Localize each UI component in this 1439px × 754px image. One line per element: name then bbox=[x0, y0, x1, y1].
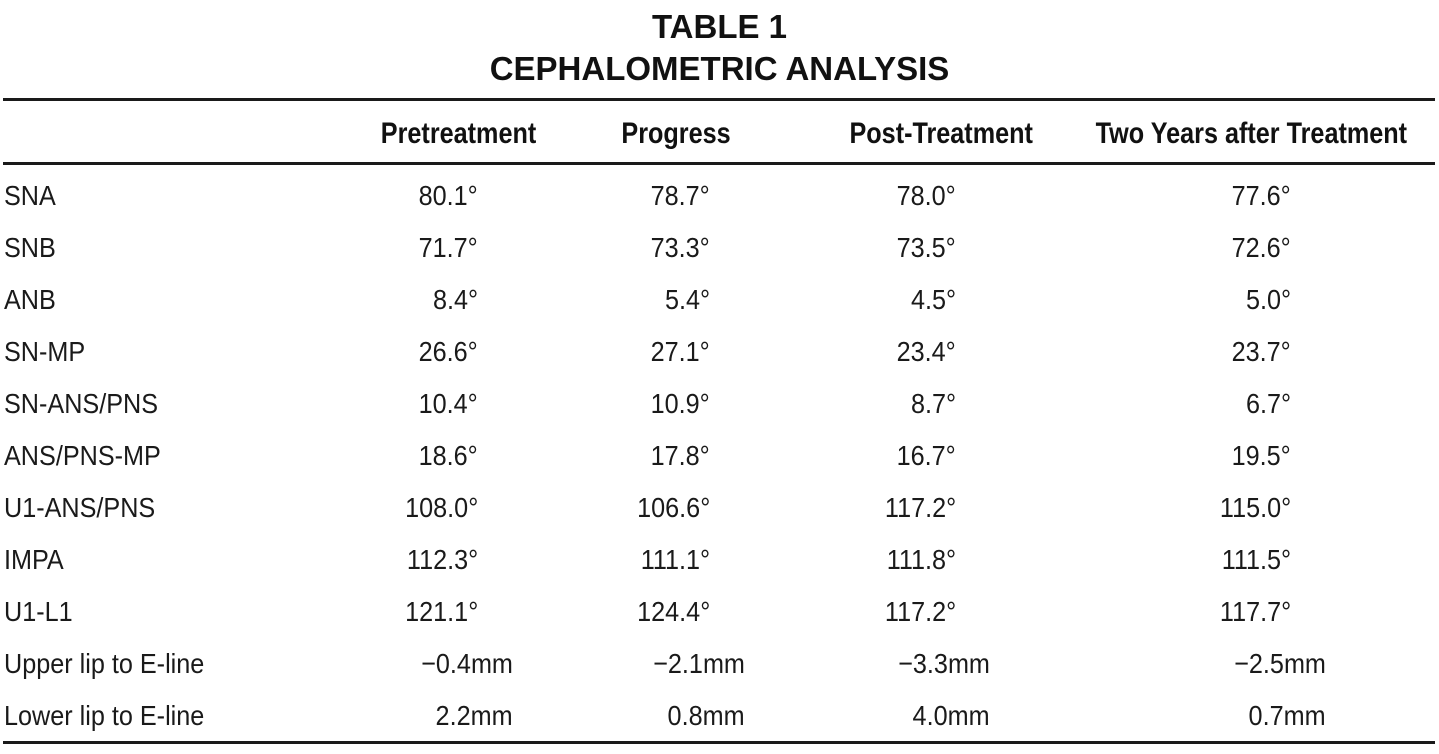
row-label: Upper lip to E-line bbox=[4, 648, 205, 679]
header-rule bbox=[3, 162, 1435, 165]
table-cell: 5.0° bbox=[1245, 284, 1291, 315]
row-label: U1-L1 bbox=[4, 596, 73, 627]
row-label: U1-ANS/PNS bbox=[4, 492, 156, 523]
table-cell: 73.5° bbox=[896, 232, 956, 263]
table-cell: 124.4° bbox=[636, 596, 710, 627]
row-label: ANS/PNS-MP bbox=[4, 440, 161, 471]
table-cell: 0.8mm bbox=[667, 700, 745, 731]
table-cell: 117.2° bbox=[884, 596, 956, 627]
table-cell: 10.4° bbox=[418, 388, 478, 419]
column-header-post-treatment: Post-Treatment bbox=[849, 117, 1033, 150]
row-label: SN-ANS/PNS bbox=[4, 388, 159, 419]
table-cell: 10.9° bbox=[650, 388, 710, 419]
table-cell: 72.6° bbox=[1231, 232, 1291, 263]
column-header-two-years-after-treatment: Two Years after Treatment bbox=[1095, 117, 1408, 150]
table-cell: 4.0mm bbox=[912, 700, 990, 731]
table-cell: 111.1° bbox=[640, 544, 710, 575]
table-cell: 111.8° bbox=[886, 544, 956, 575]
table-cell: 121.1° bbox=[404, 596, 478, 627]
row-label: ANB bbox=[4, 284, 56, 315]
table-cell: 19.5° bbox=[1231, 440, 1291, 471]
table-cell: 8.7° bbox=[910, 388, 956, 419]
table-cell: 4.5° bbox=[910, 284, 956, 315]
row-label: SN-MP bbox=[4, 336, 86, 367]
table-cell: −0.4mm bbox=[421, 648, 513, 679]
table-cell: 23.7° bbox=[1231, 336, 1291, 367]
table-cell: 112.3° bbox=[406, 544, 478, 575]
table-cell: 106.6° bbox=[636, 492, 710, 523]
row-label: Lower lip to E-line bbox=[4, 700, 205, 731]
table-cell: −2.5mm bbox=[1234, 648, 1326, 679]
table-title-line-2: CEPHALOMETRIC ANALYSIS bbox=[489, 50, 950, 87]
table-cell: 108.0° bbox=[404, 492, 478, 523]
row-label: SNA bbox=[4, 180, 56, 211]
table-cell: −3.3mm bbox=[898, 648, 990, 679]
table-cell: 16.7° bbox=[896, 440, 956, 471]
top-rule bbox=[3, 98, 1435, 101]
table-cell: 117.2° bbox=[884, 492, 956, 523]
column-header-progress: Progress bbox=[621, 117, 731, 150]
table-cell: 17.8° bbox=[650, 440, 710, 471]
table-cell: 115.0° bbox=[1219, 492, 1291, 523]
row-label: SNB bbox=[4, 232, 56, 263]
table-cell: 0.7mm bbox=[1248, 700, 1326, 731]
table-cell: 6.7° bbox=[1245, 388, 1291, 419]
bottom-rule bbox=[3, 741, 1435, 744]
table-cell: 111.5° bbox=[1221, 544, 1291, 575]
table-title-line-1: TABLE 1 bbox=[651, 8, 788, 45]
table-cell: 73.3° bbox=[650, 232, 710, 263]
table-cell: 27.1° bbox=[650, 336, 710, 367]
table-cell: 78.7° bbox=[650, 180, 710, 211]
table-cell: 2.2mm bbox=[435, 700, 513, 731]
table-cell: 80.1° bbox=[418, 180, 478, 211]
row-label: IMPA bbox=[4, 544, 64, 575]
table-cell: 78.0° bbox=[896, 180, 956, 211]
table-cell: 8.4° bbox=[432, 284, 478, 315]
column-header-pretreatment: Pretreatment bbox=[380, 117, 537, 150]
table-cell: 117.7° bbox=[1219, 596, 1291, 627]
table-cell: 5.4° bbox=[664, 284, 710, 315]
table-cell: 18.6° bbox=[418, 440, 478, 471]
table-cell: −2.1mm bbox=[653, 648, 745, 679]
table-cell: 23.4° bbox=[896, 336, 956, 367]
table-cell: 26.6° bbox=[418, 336, 478, 367]
table-cell: 71.7° bbox=[418, 232, 478, 263]
table-cell: 77.6° bbox=[1231, 180, 1291, 211]
